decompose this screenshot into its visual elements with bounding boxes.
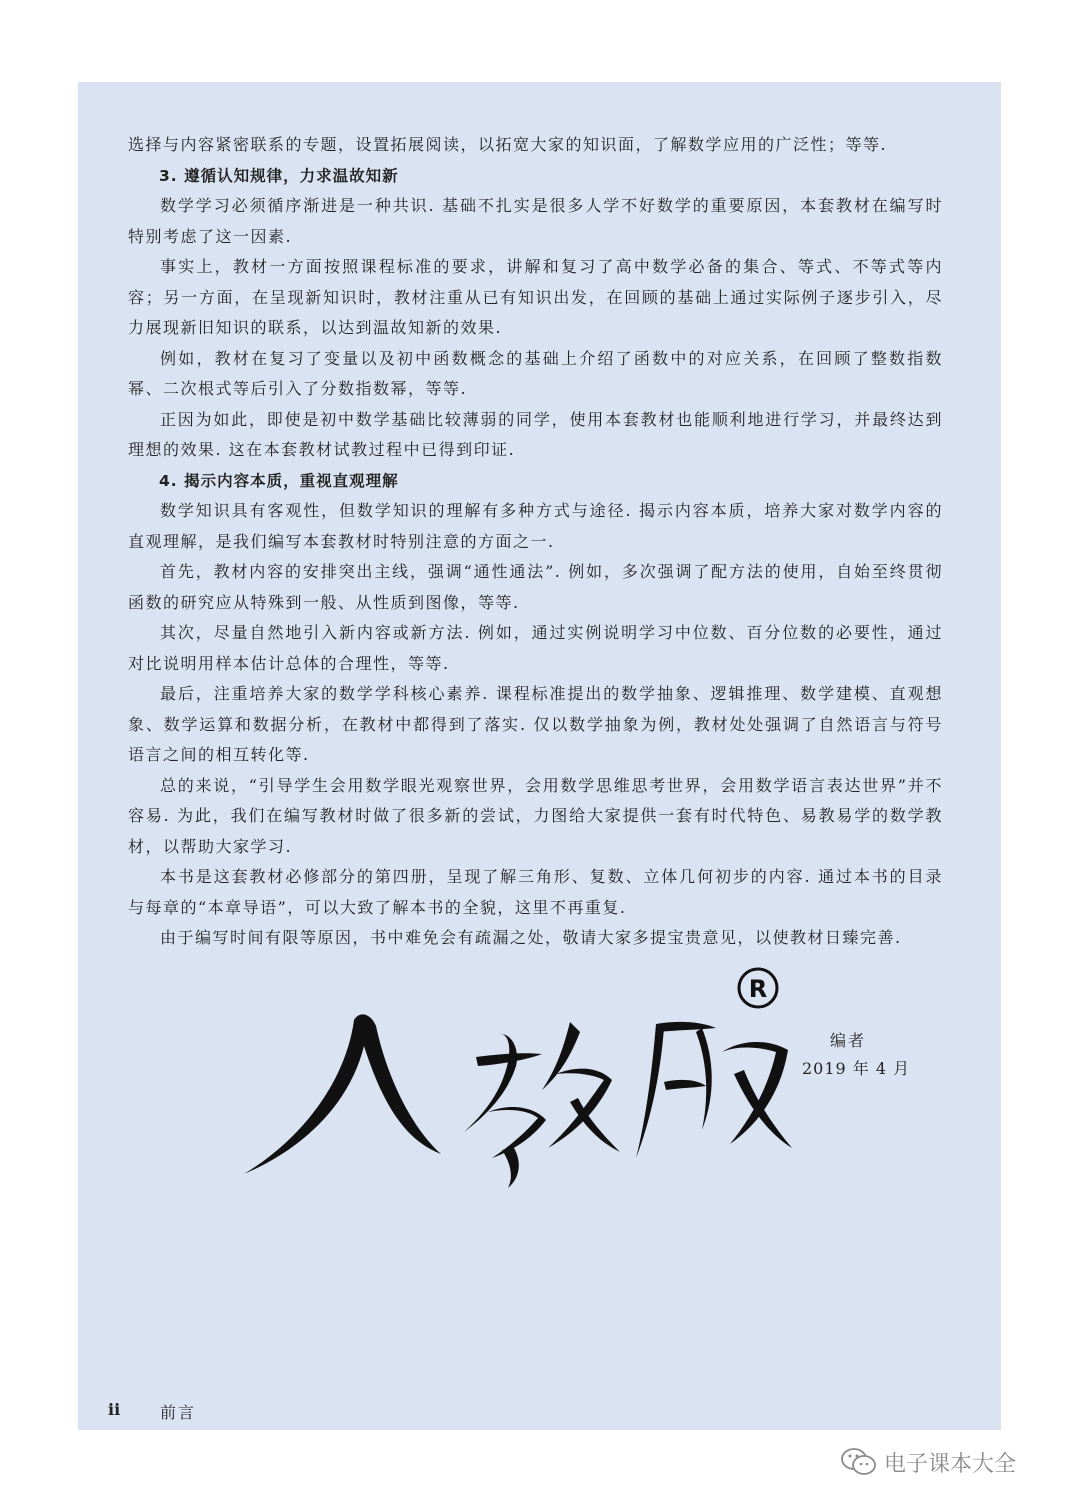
running-footer-title: 前言 (160, 1403, 197, 1422)
signature-author: 编者 (830, 1031, 867, 1050)
paragraph: 选择与内容紧密联系的专题，设置拓展阅读，以拓宽大家的知识面，了解数学应用的广泛性；等等. (128, 135, 888, 154)
page-number: ii (108, 1400, 121, 1419)
section-heading-4: 4. 揭示内容本质，重视直观理解 (159, 471, 399, 490)
watermark (840, 1446, 1016, 1478)
paragraph: 数学知识具有客观性，但数学知识的理解有多种方式与途径. 揭示内容本质，培养大家对数学内容的直观理解，是我们编写本套教材时特别注意的方面之一. (128, 501, 943, 551)
paragraph: 由于编写时间有限等原因，书中难免会有疏漏之处，敬请大家多提宝贵意见，以使教材日臻完善. (160, 928, 902, 947)
pep-logo (236, 962, 796, 1192)
section-heading-3: 3. 遵循认知规律，力求温故知新 (159, 166, 399, 185)
document-page (78, 82, 1001, 1430)
preface-body (128, 130, 943, 954)
paragraph: 例如，教材在复习了变量以及初中函数概念的基础上介绍了函数中的对应关系，在回顾了整数指数幂、二次根式等后引入了分数指数幂，等等. (128, 348, 943, 398)
paragraph: 事实上，教材一方面按照课程标准的要求，讲解和复习了高中数学必备的集合、等式、不等式等内容；另一方面，在呈现新知识时，教材注重从已有知识出发，在回顾的基础上通过实际例子逐步引入，尽力展现新旧知识的联系，以达到温故知新的效果. (128, 257, 943, 337)
paragraph: 首先，教材内容的安排突出主线，强调“通性通法”. 例如，多次强调了配方法的使用，自始至终贯彻函数的研究应从特殊到一般、从性质到图像，等等. (128, 562, 943, 612)
paragraph: 数学学习必须循序渐进是一种共识. 基础不扎实是很多人学不好数学的重要原因，本套教材在编写时特别考虑了这一因素. (128, 196, 943, 246)
paragraph: 最后，注重培养大家的数学学科核心素养. 课程标准提出的数学抽象、逻辑推理、数学建模、直观想象、数学运算和数据分析，在教材中都得到了落实. 仅以数学抽象为例，教材处处强调了自然语言与符号语言之间的相互转化等. (128, 684, 943, 764)
paragraph: 本书是这套教材必修部分的第四册，呈现了解三角形、复数、立体几何初步的内容. 通过本书的目录与每章的“本章导语”，可以大致了解本书的全貌，这里不再重复. (128, 867, 943, 917)
paragraph: 总的来说，“引导学生会用数学眼光观察世界，会用数学思维思考世界，会用数学语言表达世界”并不容易. 为此，我们在编写教材时做了很多新的尝试，力图给大家提供一套有时代特色、易教易学的数学教材，以帮助大家学习. (128, 775, 943, 856)
svg-text:R: R (748, 975, 768, 1003)
paragraph: 其次，尽量自然地引入新内容或新方法. 例如，通过实例说明学习中位数、百分位数的必要性，通过对比说明用样本估计总体的合理性，等等. (128, 623, 943, 673)
signature-date: 2019 年 4 月 (802, 1059, 911, 1078)
watermark-text: 电子课本大全 (884, 1451, 1017, 1477)
wechat-icon (840, 1446, 878, 1478)
paragraph: 正因为如此，即使是初中数学基础比较薄弱的同学，使用本套教材也能顺利地进行学习，并最终达到理想的效果. 这在本套教材试教过程中已得到印证. (128, 409, 943, 459)
